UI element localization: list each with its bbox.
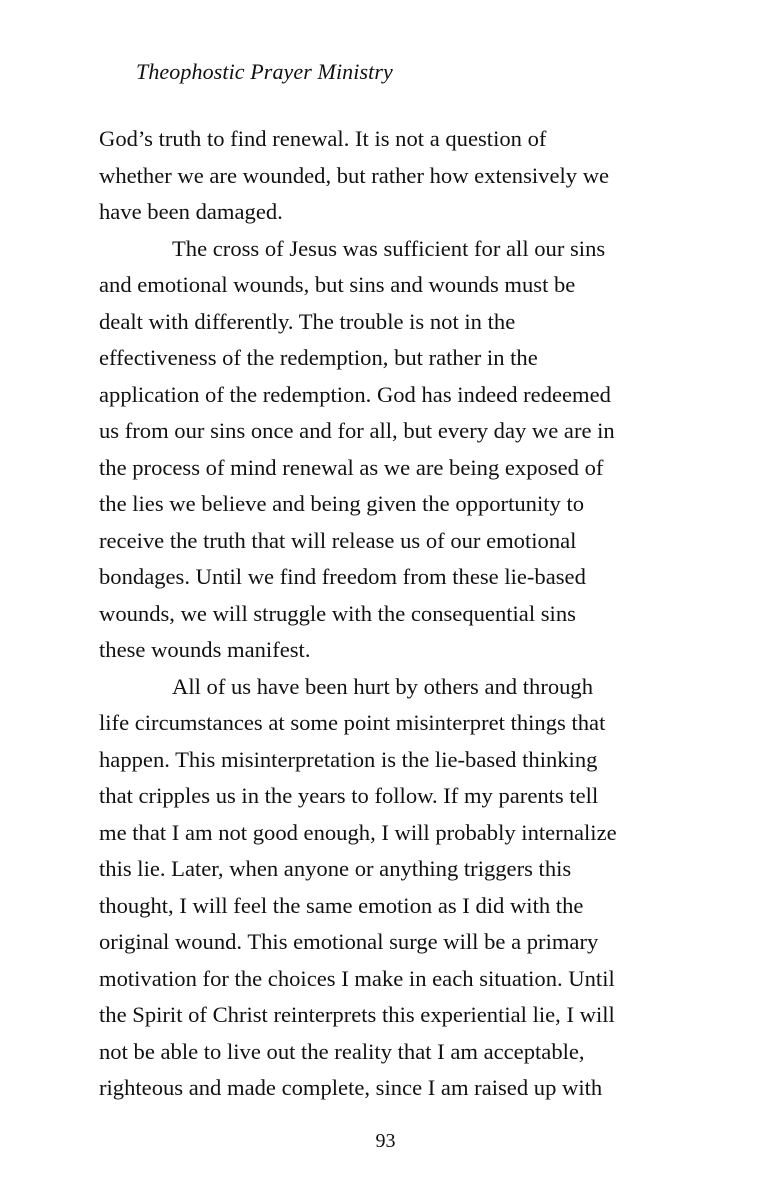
body-text bbox=[99, 121, 699, 1107]
text-line: God’s truth to find renewal. It is not a question of bbox=[99, 126, 547, 151]
text-line: whether we are wounded, but rather how extensively we bbox=[99, 162, 610, 188]
text-line: bondages. Until we find freedom from these lie-based bbox=[99, 564, 586, 589]
text-line: the process of mind renewal as we are being exposed of bbox=[99, 454, 604, 480]
text-line: life circumstances at some point misinterpret things that bbox=[99, 710, 606, 735]
text-line: and emotional wounds, but sins and wounds must be bbox=[99, 272, 576, 297]
text-line: these wounds manifest. bbox=[99, 637, 311, 662]
text-line: this lie. Later, when anyone or anything triggers this bbox=[99, 856, 572, 881]
text-line: motivation for the choices I make in each situation. Until bbox=[99, 965, 615, 991]
text-line: thought, I will feel the same emotion as I did with the bbox=[99, 892, 584, 918]
text-line: the lies we believe and being given the opportunity to bbox=[99, 491, 585, 516]
text-line: effectiveness of the redemption, but rather in the bbox=[99, 345, 538, 370]
text-line-indented: The cross of Jesus was sufficient for all our sins bbox=[172, 235, 606, 261]
paragraph-2 bbox=[99, 231, 699, 669]
text-line: righteous and made complete, since I am raised up with bbox=[99, 1075, 603, 1100]
text-line: not be able to live out the reality that I am acceptable, bbox=[99, 1038, 585, 1064]
paragraph-1 bbox=[99, 121, 699, 231]
text-line: wounds, we will struggle with the consequential sins bbox=[99, 600, 576, 626]
text-line: application of the redemption. God has indeed redeemed bbox=[99, 381, 611, 407]
text-line-indented: All of us have been hurt by others and through bbox=[172, 673, 594, 699]
text-line: happen. This misinterpretation is the lie-based thinking bbox=[99, 746, 598, 772]
text-line: original wound. This emotional surge will be a primary bbox=[99, 929, 599, 954]
text-line: dealt with differently. The trouble is not in the bbox=[99, 308, 516, 334]
text-line: me that I am not good enough, I will probably internalize bbox=[99, 819, 617, 845]
text-line: that cripples us in the years to follow. If my parents tell bbox=[99, 783, 599, 808]
page-number: 93 bbox=[375, 1130, 396, 1152]
text-line: us from our sins once and for all, but every day we are in bbox=[99, 418, 615, 443]
running-header-title: Theophostic Prayer Ministry bbox=[136, 59, 393, 84]
text-line: receive the truth that will release us of our emotional bbox=[99, 527, 577, 553]
paragraph-3 bbox=[99, 669, 699, 1107]
text-line: the Spirit of Christ reinterprets this experiential lie, I will bbox=[99, 1002, 615, 1027]
text-line: have been damaged. bbox=[99, 199, 283, 224]
